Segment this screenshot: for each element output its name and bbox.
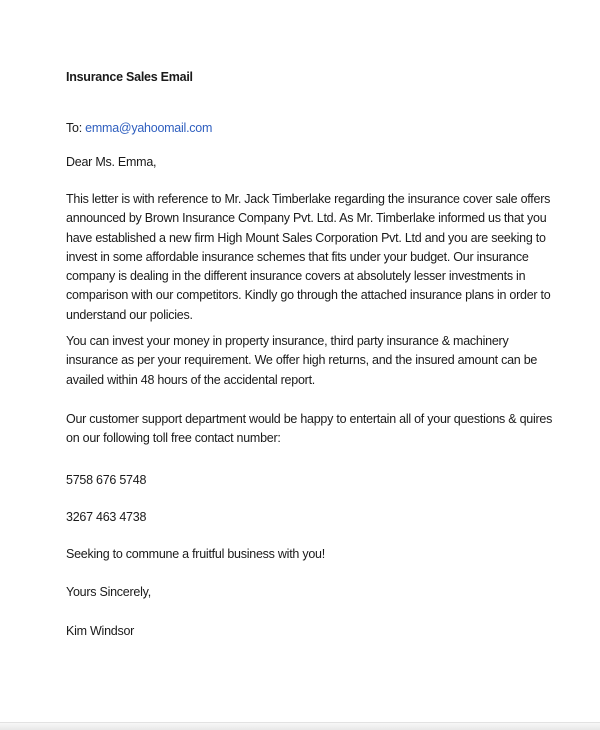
to-label: To:	[66, 121, 82, 135]
paragraph-offer: You can invest your money in property insurance, third party insurance & machinery insurance as per your requirement. We offer high returns, and the insured amount can be availed within 48 hours of the accidental report.	[66, 334, 538, 387]
recipient-line	[66, 120, 212, 136]
document-title: Insurance Sales Email	[66, 70, 193, 84]
paragraph-introduction: This letter is with reference to Mr. Jack Timberlake regarding the insurance cover sale offers announced by Brown Insurance Company Pvt. Ltd. As Mr. Timberlake informed us that you have established a new firm High Mount Sales Corporation Pvt. Ltd and you are seeking to invest in some affordable insurance schemes that fits under your budget. Our insurance company is dealing in the different insurance covers at absolutely lesser investments in comparison with our competitors. Kindly go through the attached insurance plans in order to understand our policies.	[66, 192, 551, 322]
sign-off: Yours Sincerely,	[66, 585, 151, 599]
signature-name: Kim Windsor	[66, 624, 135, 638]
phone-number: 3267 463 4738	[66, 510, 147, 524]
recipient-email-link[interactable]: emma@yahoomail.com	[85, 121, 213, 135]
phone-number: 5758 676 5748	[66, 473, 147, 487]
page-bottom-edge	[0, 722, 600, 730]
closing-line: Seeking to commune a fruitful business with you!	[66, 547, 325, 561]
paragraph-support: Our customer support department would be happy to entertain all of your questions & quires on our following toll free contact number:	[66, 412, 553, 446]
salutation: Dear Ms. Emma,	[66, 155, 157, 169]
